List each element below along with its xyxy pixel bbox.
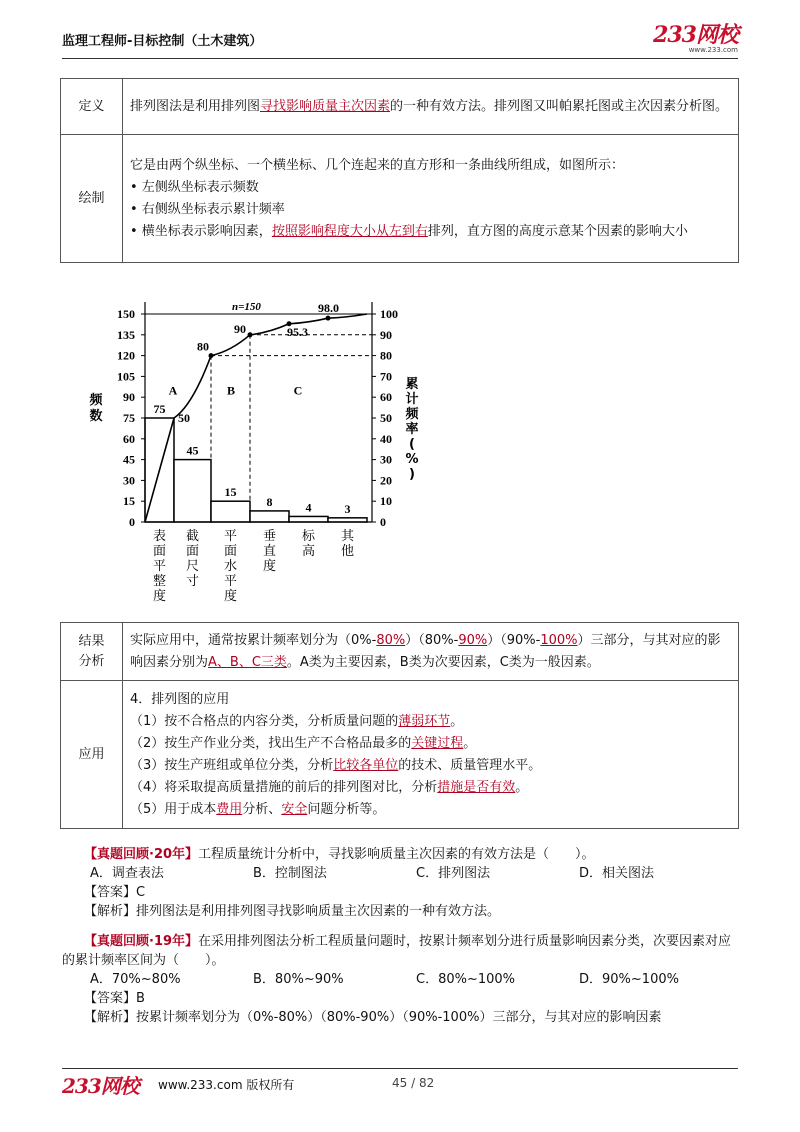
right-tick-label: 10 — [380, 494, 392, 509]
cumulative-point — [209, 353, 214, 358]
right-tick-label: 90 — [380, 327, 392, 342]
row-label-result — [61, 623, 123, 681]
exam2-option-a: A．70%~80% — [90, 972, 181, 987]
exam1-stem — [62, 845, 742, 864]
exam2-question: 在采用排列图法分析工程质量问题时，按累计频率划分进行质量影响因素分类，次要因素对应的累计频率区间为（ ）。 — [62, 934, 732, 968]
app-i5-mid: 分析、 — [242, 801, 282, 817]
category-label: 平 — [223, 529, 238, 544]
application-item-3 — [130, 755, 731, 777]
left-axis-ticks — [117, 307, 145, 529]
drawing-bullet-3 — [130, 221, 731, 243]
app-i3-post: 的技术、质量管理水平。 — [398, 757, 542, 773]
bar — [211, 501, 250, 522]
category-label: 面 — [152, 544, 167, 559]
app-i2-post: 。 — [463, 735, 477, 751]
right-title-char: 计 — [405, 392, 419, 407]
application-item-5 — [130, 799, 731, 821]
category-label: 表 — [152, 529, 167, 544]
result-t5: 。A类为主要因素，B类为次要因素，C类为一般因素。 — [286, 654, 600, 670]
category-label: 标 — [301, 529, 316, 544]
app-i4-key: 措施是否有效 — [437, 779, 516, 795]
result-k1: 80% — [376, 632, 406, 648]
exam1-options — [62, 864, 742, 883]
exam2-option-c: C．80%~100% — [416, 972, 516, 987]
app-i3-pre: （3）按生产班组或单位分类，分析 — [130, 757, 334, 773]
brand-logo — [653, 18, 738, 54]
bar-value-label: 15 — [224, 485, 237, 500]
cumulative-label: 80 — [197, 339, 209, 354]
category-label: 度 — [152, 589, 167, 604]
right-tick-label: 50 — [380, 411, 392, 425]
application-item-4 — [130, 777, 731, 799]
table-row-result — [61, 623, 739, 681]
right-tick-label: 0 — [380, 515, 386, 529]
result-text — [123, 623, 739, 681]
footer-divider — [62, 1068, 738, 1069]
category-label: 寸 — [185, 574, 200, 589]
category-label: 面 — [185, 544, 200, 559]
exam1-answer: 【答案】C — [84, 885, 146, 900]
application-text — [123, 681, 739, 829]
exam1-option-a: A．调查表法 — [90, 866, 164, 881]
cumulative-labels — [178, 301, 339, 425]
bar — [328, 518, 367, 522]
left-tick-label: 0 — [129, 515, 135, 529]
category-label: 平 — [152, 559, 167, 574]
app-i2-pre: （2）按生产作业分类，找出生产不合格品最多的 — [130, 735, 412, 751]
category-label: 截 — [185, 529, 200, 544]
right-tick-label: 70 — [380, 369, 392, 384]
row-label-result-1: 结果 — [78, 633, 105, 649]
brand-logo-text: 233网校 — [653, 22, 738, 48]
right-title-char: ) — [409, 467, 415, 482]
category-label: 面 — [223, 544, 238, 559]
exam1-option-d: D．相关图法 — [579, 866, 655, 881]
table-row-application — [61, 681, 739, 829]
row-label-drawing: 绘制 — [61, 135, 123, 263]
exam2-analysis: 【解析】按累计频率划分为（0%-80%）（80%-90%）（90%-100%）三部分，与其对应的影响因素 — [84, 1010, 662, 1025]
right-tick-label: 40 — [380, 431, 392, 446]
right-title-char: 累 — [405, 377, 419, 392]
exam-question-1 — [62, 845, 742, 921]
right-tick-label: 100 — [380, 307, 398, 321]
page-header-title: 监理工程师-目标控制（土木建筑） — [62, 34, 263, 49]
row-label-result-2: 分析 — [78, 653, 105, 669]
app-i5-key2: 安全 — [281, 801, 308, 817]
exam1-option-c: C．排列图法 — [416, 866, 491, 881]
left-axis-title — [89, 392, 103, 424]
left-tick-label: 150 — [117, 307, 135, 321]
page-number: 45 / 82 — [392, 1076, 435, 1090]
zone-labels — [169, 383, 303, 397]
left-tick-label: 90 — [123, 390, 135, 405]
cumulative-label: 95.3 — [287, 324, 308, 339]
right-title-char: ( — [409, 437, 415, 452]
category-label: 度 — [262, 559, 277, 574]
result-k3: 100% — [540, 632, 578, 648]
definition-text-pre: 排列图法是利用排列图 — [130, 98, 261, 114]
left-tick-label: 30 — [123, 473, 135, 488]
left-title-char: 数 — [89, 409, 103, 424]
category-label: 平 — [223, 574, 238, 589]
app-i2-key: 关键过程 — [411, 735, 464, 751]
drawing-text — [123, 135, 739, 263]
category-label: 水 — [223, 559, 238, 574]
drawing-line-1: 它是由两个纵坐标、一个横坐标、几个连起来的直方形和一条曲线所组成，如图所示： — [130, 157, 625, 173]
exam2-tag: 【真题回顾·19年】 — [84, 934, 199, 949]
definition-key-phrase: 寻找影响质量主次因素 — [260, 98, 391, 114]
drawing-bullet-3-pre: • 横坐标表示影响因素， — [130, 223, 272, 239]
app-i4-post: 。 — [515, 779, 529, 795]
application-item-2 — [130, 733, 731, 755]
result-k2: 90% — [458, 632, 488, 648]
definition-table — [60, 78, 739, 263]
drawing-bullet-1: • 左侧纵坐标表示频数 — [130, 179, 259, 195]
app-i5-pre: （5）用于成本 — [130, 801, 217, 817]
application-title: 4．排列图的应用 — [130, 691, 230, 707]
bars — [145, 418, 367, 522]
left-tick-label: 135 — [117, 327, 135, 342]
category-label: 高 — [301, 544, 316, 559]
bar-value-label: 3 — [344, 501, 351, 516]
bar — [174, 460, 211, 522]
row-label-definition: 定义 — [61, 79, 123, 135]
drawing-bullet-3-key: 按照影响程度大小从左到右 — [271, 223, 428, 239]
exam1-analysis: 【解析】排列图法是利用排列图寻找影响质量主次因素的一种有效方法。 — [84, 904, 501, 919]
cumulative-label: 50 — [178, 411, 190, 425]
category-label: 度 — [223, 589, 238, 604]
header-divider — [62, 58, 738, 59]
category-label: 其 — [340, 529, 355, 544]
definition-text-post: 的一种有效方法。排列图又叫帕累托图或主次因素分析图。 — [390, 98, 729, 114]
bar-value-label: 75 — [153, 402, 166, 416]
result-t4: ）三部分，与其对应的影响因素分别为 — [130, 632, 721, 670]
right-title-char: % — [405, 452, 419, 467]
right-tick-label: 20 — [380, 473, 392, 488]
footer-logo: 233网校 — [62, 1074, 139, 1098]
exam1-question: 工程质量统计分析中，寻找影响质量主次因素的有效方法是（ ）。 — [198, 847, 595, 862]
app-i1-pre: （1）按不合格点的内容分类，分析质量问题的 — [130, 713, 399, 729]
left-tick-label: 120 — [117, 348, 135, 363]
category-label: 他 — [340, 544, 355, 559]
zone-label: C — [293, 383, 303, 398]
right-axis-title — [405, 376, 419, 482]
bar-value-label: 8 — [266, 494, 273, 509]
bar-value-label: 4 — [305, 500, 312, 515]
app-i4-pre: （4）将采取提高质量措施的前后的排列图对比，分析 — [130, 779, 438, 795]
exam1-option-b: B．控制图法 — [253, 866, 327, 881]
left-tick-label: 75 — [123, 411, 135, 425]
drawing-bullet-2: • 右侧纵坐标表示累计频率 — [130, 201, 285, 217]
zone-label: A — [168, 383, 178, 398]
result-t3: ）（90%- — [487, 632, 541, 648]
left-tick-label: 105 — [117, 369, 135, 384]
table-row-drawing — [61, 135, 739, 263]
analysis-table — [60, 622, 739, 829]
exam2-options — [62, 970, 742, 989]
table-row-definition — [61, 79, 739, 135]
left-title-char: 频 — [89, 393, 103, 408]
exam2-answer: 【答案】B — [84, 991, 145, 1006]
exam1-tag: 【真题回顾·20年】 — [84, 847, 199, 862]
row-label-application: 应用 — [61, 681, 123, 829]
left-tick-label: 15 — [123, 494, 135, 509]
category-label: 整 — [152, 574, 167, 589]
right-tick-label: 60 — [380, 390, 392, 405]
exam2-stem — [62, 932, 742, 970]
right-axis-ticks — [372, 307, 398, 529]
result-t2: ）（80%- — [405, 632, 459, 648]
drawing-bullet-3-post: 排列，直方图的高度示意某个因素的影响大小 — [427, 223, 688, 239]
exam2-option-b: B．80%~90% — [253, 972, 344, 987]
category-label: 直 — [262, 544, 277, 559]
right-tick-label: 30 — [380, 452, 392, 467]
bar — [250, 511, 289, 522]
definition-text — [123, 79, 739, 135]
app-i1-key: 薄弱环节 — [398, 713, 451, 729]
bar — [289, 516, 328, 522]
category-labels — [153, 528, 355, 604]
app-i1-post: 。 — [450, 713, 464, 729]
cumulative-label: 98.0 — [318, 301, 339, 316]
exam-question-2 — [62, 932, 742, 1027]
right-tick-label: 80 — [380, 348, 392, 363]
bar-value-label: 45 — [186, 443, 199, 458]
left-tick-label: 45 — [123, 452, 135, 467]
pareto-chart-svg — [89, 290, 420, 610]
category-label: 尺 — [185, 559, 200, 574]
exam2-option-d: D．90%~100% — [579, 972, 679, 987]
app-i5-post: 问题分析等。 — [307, 801, 386, 817]
result-t1: 实际应用中，通常按累计频率划分为（0%- — [130, 632, 377, 648]
right-title-char: 率 — [405, 422, 419, 437]
sample-size-label: n=150 — [232, 301, 261, 313]
cumulative-point — [248, 332, 253, 337]
right-title-char: 频 — [405, 407, 419, 422]
cumulative-label: 90 — [234, 321, 246, 336]
left-tick-label: 60 — [123, 431, 135, 446]
category-label: 垂 — [262, 529, 277, 544]
brand-logo-url: www.233.com — [688, 46, 738, 54]
footer-copyright: www.233.com 版权所有 — [158, 1078, 295, 1092]
zone-label: B — [226, 383, 236, 398]
app-i5-key1: 费用 — [216, 801, 243, 817]
pareto-chart — [89, 290, 420, 614]
cumulative-point — [326, 316, 331, 321]
app-i3-key: 比较各单位 — [333, 757, 399, 773]
application-item-1 — [130, 711, 731, 733]
result-k4: A、B、C三类 — [208, 654, 287, 670]
